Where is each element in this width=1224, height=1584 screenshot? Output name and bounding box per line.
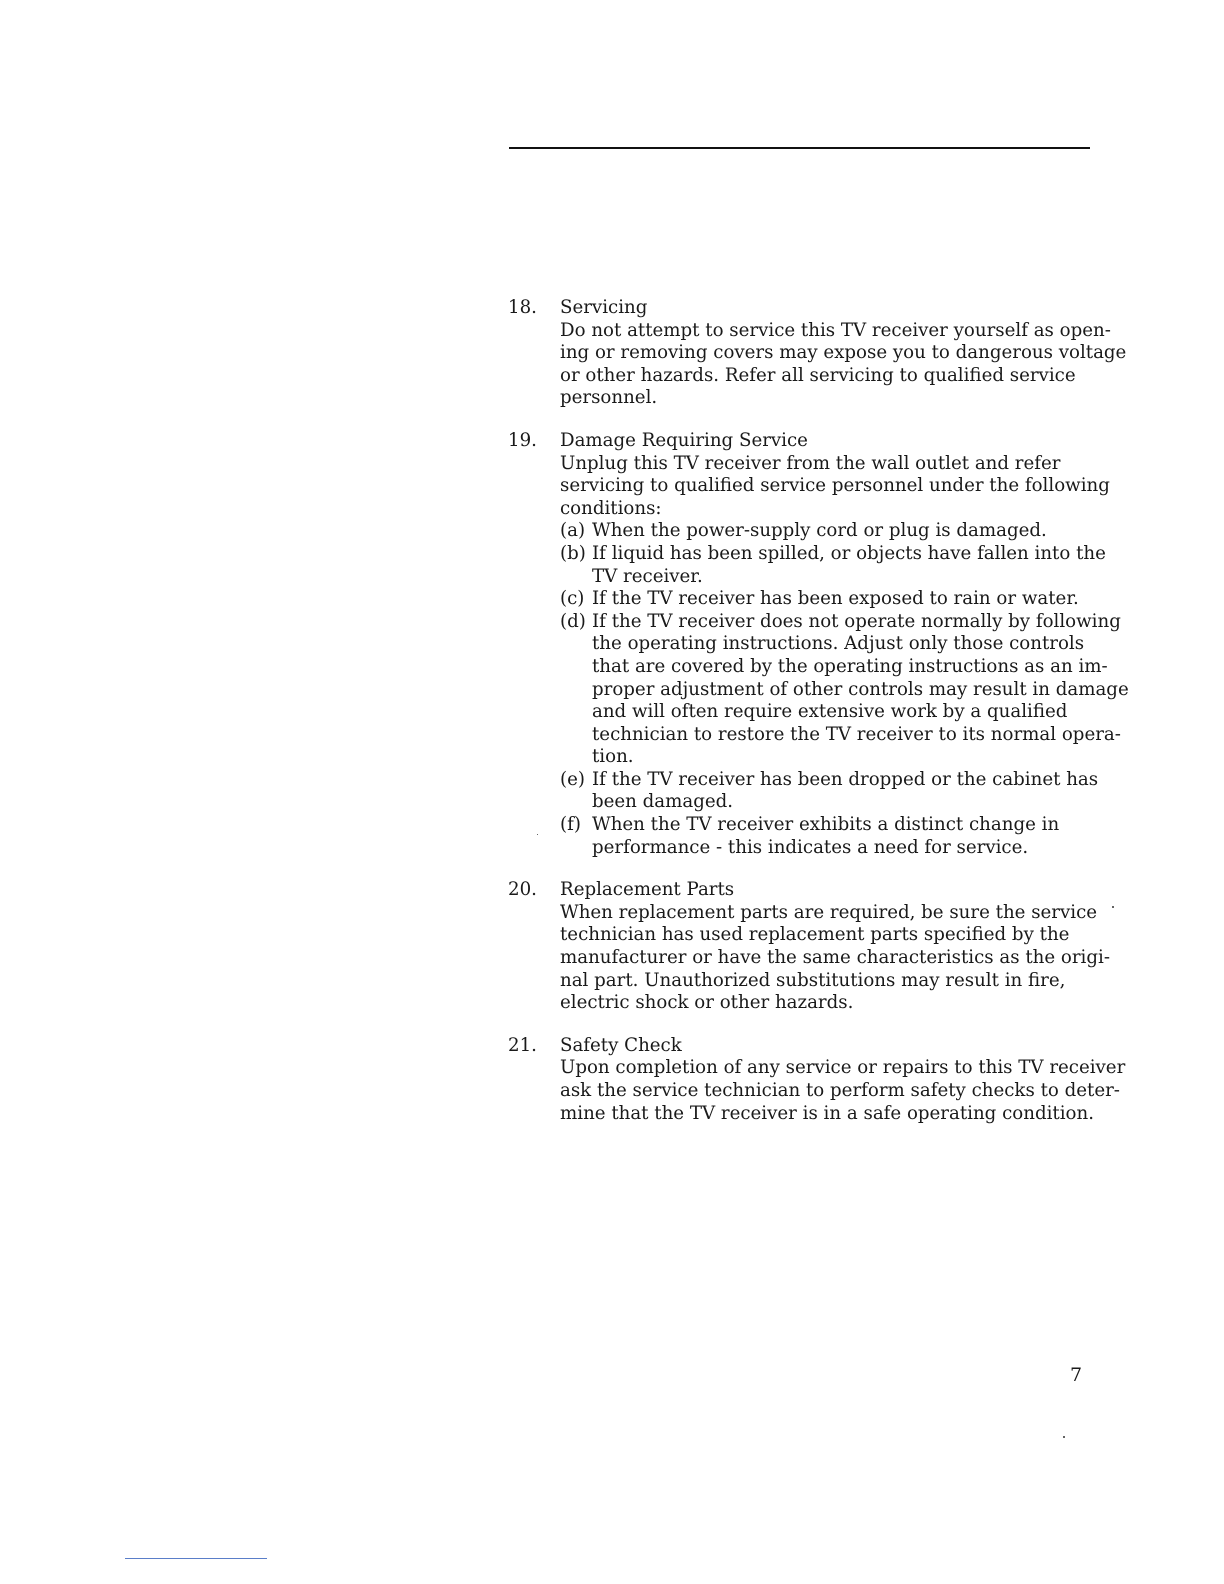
- text-line: When the TV receiver exhibits a distinct change in: [592, 814, 1060, 836]
- text-line: nal part. Unauthorized substitutions may result in fire,: [560, 969, 1066, 991]
- item-title: Servicing: [560, 297, 648, 318]
- text-line: TV receiver.: [592, 565, 703, 587]
- text-line: technician has used replacement parts specified by the: [560, 924, 1070, 946]
- text-line: ask the service technician to perform safety checks to deter-: [560, 1080, 1120, 1101]
- scan-speck: [537, 834, 538, 835]
- footer-rule: [125, 1558, 267, 1559]
- sub-item-a: [560, 520, 1108, 543]
- sub-item-label: (f): [560, 814, 581, 836]
- text-line: Upon completion of any service or repairs to this TV receiver: [560, 1057, 1126, 1079]
- text-line: mine that the TV receiver is in a safe operating condition.: [560, 1102, 1094, 1124]
- list-item-18: [508, 297, 1127, 410]
- text-line: If liquid has been spilled, or objects have fallen into the: [592, 542, 1106, 564]
- page-content: [508, 297, 1129, 1145]
- item-body: [560, 297, 1127, 410]
- list-item-21: [508, 1034, 1126, 1125]
- text-line: manufacturer or have the same characteristics as the origi-: [560, 947, 1110, 969]
- item-number: 18.: [508, 297, 537, 318]
- text-line: If the TV receiver does not operate normally by following: [592, 610, 1121, 632]
- list-item-19: [508, 429, 1129, 859]
- text-line: personnel.: [560, 387, 658, 409]
- text-line: electric shock or other hazards.: [560, 992, 854, 1014]
- text-line: servicing to qualified service personnel under the following: [560, 475, 1110, 497]
- item-body: [560, 429, 1129, 859]
- text-line: the operating instructions. Adjust only those controls: [592, 633, 1085, 655]
- sub-item-c: [560, 588, 1108, 611]
- sub-item-label: (c): [560, 588, 585, 610]
- text-line: performance - this indicates a need for service.: [592, 836, 1029, 858]
- text-line: Unplug this TV receiver from the wall outlet and refer: [560, 452, 1061, 474]
- header-rule: [509, 147, 1090, 149]
- text-line: or other hazards. Refer all servicing to qualified service: [560, 364, 1076, 386]
- item-number: 19.: [508, 429, 537, 451]
- text-line: conditions:: [560, 497, 662, 519]
- text-line: been damaged.: [592, 791, 734, 813]
- text-line: If the TV receiver has been exposed to rain or water.: [592, 588, 1079, 610]
- text-line: Do not attempt to service this TV receiver yourself as open-: [560, 319, 1111, 341]
- text-line: When replacement parts are required, be sure the service: [560, 901, 1098, 923]
- sub-item-label: (e): [560, 768, 585, 790]
- sub-item-label: (d): [560, 610, 586, 632]
- text-line: proper adjustment of other controls may result in damage: [592, 678, 1129, 700]
- item-body: [560, 1034, 1126, 1125]
- text-line: If the TV receiver has been dropped or the cabinet has: [592, 768, 1099, 790]
- text-line: technician to restore the TV receiver to its normal opera-: [592, 723, 1121, 745]
- sub-item-b: [560, 543, 1108, 588]
- sub-item-label: (a): [560, 520, 586, 542]
- text-line: tion.: [592, 746, 634, 768]
- item-number: 20.: [508, 879, 537, 901]
- text-line: that are covered by the operating instructions as an im-: [592, 655, 1108, 677]
- scan-speck: [1112, 906, 1114, 908]
- item-body: [560, 879, 1108, 1015]
- sub-item-d: [560, 610, 1129, 769]
- item-title: Damage Requiring Service: [560, 429, 808, 451]
- sub-item-label: (b): [560, 542, 586, 564]
- item-title: Safety Check: [560, 1034, 682, 1056]
- item-title: Replacement Parts: [560, 879, 735, 901]
- text-line: ing or removing covers may expose you to dangerous voltage: [560, 342, 1127, 364]
- item-number: 21.: [508, 1034, 537, 1056]
- text-line: and will often require extensive work by a qualified: [592, 701, 1068, 723]
- sub-item-e: [560, 769, 1108, 814]
- list-item-20: [508, 879, 1108, 1015]
- scan-speck: [1063, 1436, 1065, 1438]
- sub-item-f: [560, 814, 1108, 859]
- page-number: 7: [1070, 1364, 1083, 1386]
- text-line: When the power-supply cord or plug is damaged.: [592, 520, 1047, 542]
